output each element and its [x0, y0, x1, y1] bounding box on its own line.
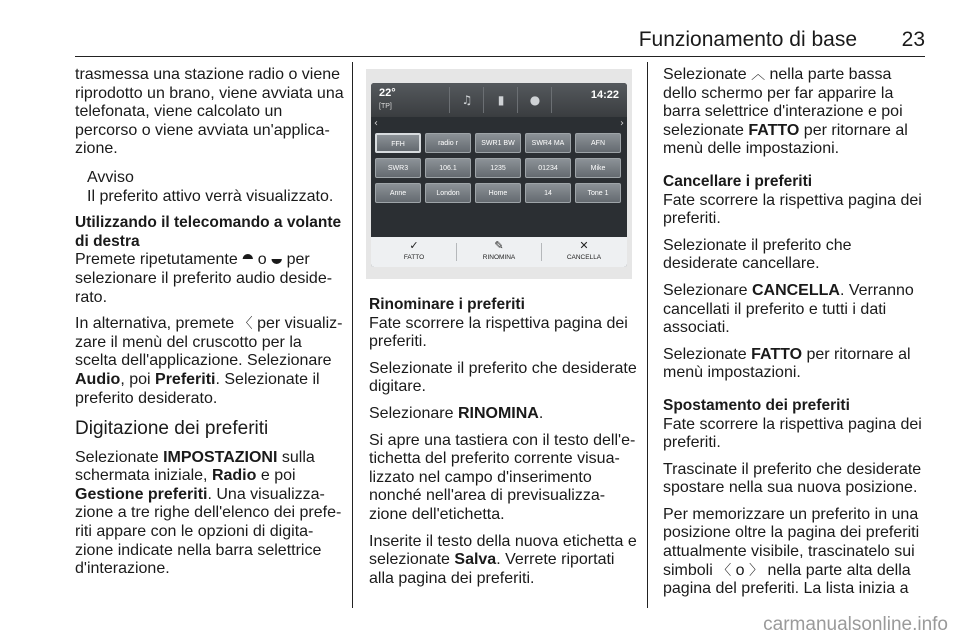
chevron-left-icon: 〈 — [717, 562, 732, 579]
temperature: 22° — [379, 87, 396, 99]
right-column — [663, 66, 927, 607]
paragraph: Selezionate IMPOSTAZIONI sulla schermata iniziale, Radio e poi Gestione preferiti. Una visualizzazione a tre righe dell'elenco dei preferiti appare con le opzioni di digitazione indicate nella barra selettrice d'interazione. — [75, 448, 342, 578]
paragraph: Fate scorrere la rispettiva pagina dei preferiti. — [369, 314, 628, 351]
paragraph: Selezionare RINOMINA. — [369, 404, 544, 422]
section-heading: Cancellare i preferiti — [663, 172, 813, 190]
note-box — [87, 169, 345, 206]
paragraph: Selezionare CANCELLA. Verranno cancellati il preferito e tutti i dati associati. — [663, 281, 914, 337]
paragraph: Fate scorrere la rispettiva pagina dei preferiti. — [663, 415, 922, 452]
column-divider — [352, 62, 353, 608]
chevron-right-icon: 〉 — [749, 562, 764, 579]
paragraph: Selezionate il preferito che desiderate cancellare. — [663, 236, 852, 273]
paragraph: Premete ripetutamente ⯊ o ⯋ per selezionare il preferito audio desiderato. — [75, 251, 333, 306]
favourite-slot[interactable]: 14 — [525, 183, 571, 203]
section-title: Digitazione dei preferiti — [75, 418, 269, 440]
check-icon: ✓ — [409, 239, 419, 252]
left-column — [75, 66, 345, 587]
favourite-slot[interactable]: Tone 1 — [575, 183, 621, 203]
chevron-left-icon: 〈 — [238, 316, 253, 333]
favourite-down-icon: ⯊ — [242, 252, 254, 269]
traffic-program-indicator: [TP] — [379, 103, 392, 110]
infotainment-screenshot — [366, 69, 632, 279]
paragraph: Inserite il testo della nuova etichetta e selezionate Salva. Verrete riportati alla pagina dei preferiti. — [369, 532, 637, 587]
paragraph: Selezionate il preferito che desiderate digitare. — [369, 359, 637, 396]
middle-column — [369, 296, 637, 596]
page-header — [75, 26, 925, 52]
favourites-screen — [371, 83, 627, 267]
favourite-slot[interactable]: radio r — [425, 133, 471, 153]
favourite-slot[interactable]: FFH — [375, 133, 421, 153]
section-heading: Utilizzando il telecomando a volante di destra — [75, 214, 342, 250]
music-icon[interactable]: ♫ — [461, 93, 473, 107]
favourite-slot[interactable]: 106.1 — [425, 158, 471, 178]
pencil-icon: ✎ — [494, 239, 504, 252]
favourite-slot[interactable]: SWR1 BW — [475, 133, 521, 153]
done-button[interactable]: ✓ FATTO — [379, 239, 449, 262]
watermark: carmanualsonline.info — [763, 614, 948, 635]
paragraph: Trascinate il preferito che desiderate spostare nella sua nuova posizione. — [663, 460, 922, 497]
close-icon: ✕ — [579, 239, 589, 252]
favourite-slot[interactable]: 01234 — [525, 158, 571, 178]
paragraph: Selezionate ︿ nella parte bassa dello schermo per far apparire la barra selettrice d'interazione e poi selezionate FATTO per ritornare al menù delle impostazioni. — [663, 66, 908, 158]
phone-icon[interactable]: ▮ — [497, 93, 505, 107]
page-nav — [371, 119, 627, 131]
interaction-selector-bar — [371, 237, 627, 267]
page-number: 23 — [901, 28, 925, 51]
chevron-right-icon[interactable]: › — [620, 118, 624, 129]
page-title: Funzionamento di base — [638, 28, 857, 51]
status-bar — [371, 83, 627, 117]
note-title: Avviso — [87, 168, 134, 186]
info-icon[interactable]: ● — [529, 93, 541, 107]
chevron-up-icon: ︿ — [751, 67, 766, 83]
clock: 14:22 — [590, 89, 619, 101]
favourite-slot[interactable]: Anne — [375, 183, 421, 203]
favourite-up-icon: ⯋ — [271, 252, 283, 269]
header-rule — [75, 56, 925, 57]
rename-button[interactable]: ✎ RINOMINA — [464, 239, 534, 262]
paragraph: Selezionate FATTO per ritornare al menù impostazioni. — [663, 345, 911, 382]
paragraph: In alternativa, premete 〈 per visualizzare il menù del cruscotto per la scelta dell'applicazione. Selezionare Audio, poi Preferiti. Selezionate il preferito desiderato. — [75, 315, 343, 407]
favourite-slot[interactable]: SWR4 MA — [525, 133, 571, 153]
section-heading: Spostamento dei preferiti — [663, 396, 850, 414]
favourite-slot[interactable]: AFN — [575, 133, 621, 153]
paragraph: Si apre una tastiera con il testo dell'etichetta del preferito corrente visualizzato nel campo d'inserimento nonché nell'area di previsualizzazione dell'etichetta. — [369, 431, 636, 523]
chevron-left-icon[interactable]: ‹ — [374, 118, 378, 129]
favourite-slot[interactable]: 1235 — [475, 158, 521, 178]
favourite-slot[interactable]: Mike — [575, 158, 621, 178]
section-heading: Rinominare i preferiti — [369, 296, 525, 313]
note-text: Il preferito attivo verrà visualizzato. — [87, 187, 334, 205]
paragraph: Fate scorrere la rispettiva pagina dei preferiti. — [663, 191, 922, 228]
favourite-slot[interactable]: Home — [475, 183, 521, 203]
delete-button[interactable]: ✕ CANCELLA — [549, 239, 619, 262]
favourite-slot[interactable]: SWR3 — [375, 158, 421, 178]
paragraph: Per memorizzare un preferito in una posizione oltre la pagina dei preferiti attualmente visibile, trascinatelo sui simboli 〈 o 〉 nella parte alta della pagina del preferiti. La lista inizia a — [663, 505, 920, 598]
paragraph: trasmessa una stazione radio o viene riprodotto un brano, viene avviata una telefonata, viene calcolato un percorso o viene avviata un'applicazione. — [75, 66, 344, 158]
column-divider — [647, 62, 648, 608]
favourite-slot[interactable]: London — [425, 183, 471, 203]
